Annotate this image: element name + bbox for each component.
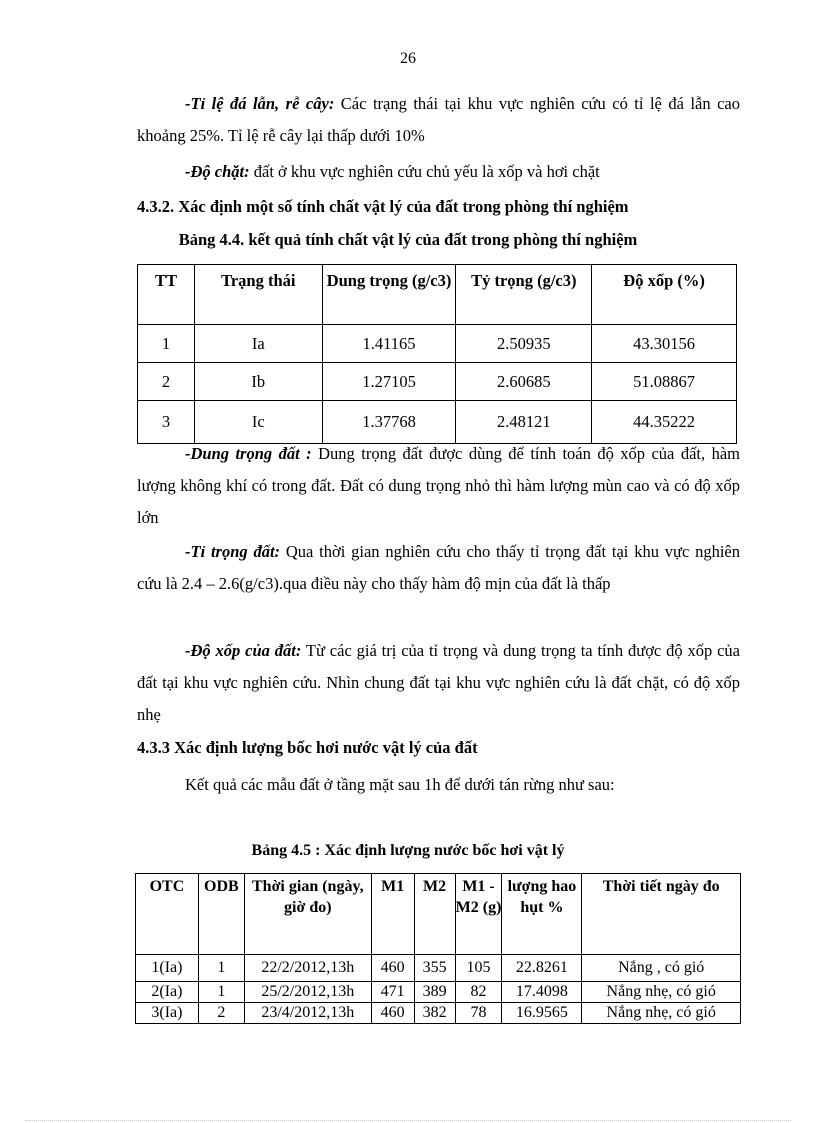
section-heading-4-3-3: 4.3.3 Xác định lượng bốc hơi nước vật lý của đất [137,738,478,757]
cell-state: Ia [194,325,322,363]
header-specific-gravity: Tỷ trọng (g/c3) [456,265,592,325]
cell-porosity: 51.08867 [592,363,737,401]
header-time: Thời gian (ngày, giờ đo) [244,874,371,955]
paragraph-porosity [137,635,740,731]
table-row [138,325,737,363]
header-otc: OTC [136,874,199,955]
cell-time: 25/2/2012,13h [244,982,371,1003]
table-4-4 [137,264,737,444]
cell-otc: 1(Ia) [136,955,199,982]
cell-specific-gravity: 2.48121 [456,401,592,444]
term-porosity: -Độ xốp của đất: [185,641,302,660]
cell-weather: Nắng nhẹ, có gió [582,1003,741,1024]
cell-otc: 2(Ia) [136,982,199,1003]
cell-time: 23/4/2012,13h [244,1003,371,1024]
cell-time: 22/2/2012,13h [244,955,371,982]
paragraph-results-intro: Kết quả các mẫu đất ở tầng mặt sau 1h để dưới tán rừng như sau: [185,775,615,794]
term-stone-root-ratio: -Tỉ lệ đá lẫn, rễ cây: [185,94,335,113]
text-stone-root-ratio: Các trạng thái tại khu vực nghiên cứu có tỉ lệ đá lẫn cao khoảng 25%. Tỉ lệ rễ cây lại thấp dưới 10% [137,94,740,145]
paragraph-stone-root-ratio [137,88,740,152]
cell-m1: 471 [371,982,414,1003]
cell-bulk-density: 1.41165 [322,325,456,363]
cell-porosity: 44.35222 [592,401,737,444]
text-porosity: Từ các giá trị của tỉ trọng và dung trọng ta tính được độ xốp của đất tại khu vực nghiên cứu. Nhìn chung đất tại khu vực nghiên cứu là đất chặt, có độ xốp nhẹ [137,641,740,724]
cell-diff: 82 [455,982,502,1003]
cell-bulk-density: 1.27105 [322,363,456,401]
term-compactness: -Độ chặt: [185,162,250,181]
section-heading-4-3-2: 4.3.2. Xác định một số tính chất vật lý của đất trong phòng thí nghiệm [137,197,629,216]
cell-weather: Nắng nhẹ, có gió [582,982,741,1003]
header-odb: ODB [198,874,244,955]
cell-porosity: 43.30156 [592,325,737,363]
cell-specific-gravity: 2.60685 [456,363,592,401]
text-bulk-density: Dung trọng đất được dùng để tính toán độ xốp của đất, hàm lượng không khí có trong đất. Đất có dung trọng nhỏ thì hàm lượng mùn cao và có độ xốp lớn [137,444,740,527]
table-row [136,982,741,1003]
cell-m2: 389 [414,982,455,1003]
term-specific-gravity: -Tỉ trọng đất: [185,542,281,561]
paragraph-bulk-density [137,438,740,534]
cell-bulk-density: 1.37768 [322,401,456,444]
cell-otc: 3(Ia) [136,1003,199,1024]
header-m1: M1 [371,874,414,955]
cell-loss: 22.8261 [502,955,582,982]
cell-state: Ic [194,401,322,444]
cell-m1: 460 [371,1003,414,1024]
header-m2: M2 [414,874,455,955]
cell-weather: Nắng , có gió [582,955,741,982]
cell-tt: 2 [138,363,195,401]
cell-specific-gravity: 2.50935 [456,325,592,363]
cell-m1: 460 [371,955,414,982]
cell-m2: 355 [414,955,455,982]
cell-m2: 382 [414,1003,455,1024]
cell-loss: 17.4098 [502,982,582,1003]
header-porosity: Độ xốp (%) [592,265,737,325]
cell-odb: 2 [198,1003,244,1024]
cell-tt: 1 [138,325,195,363]
paragraph-compactness [137,156,740,188]
header-weather: Thời tiết ngày đo [582,874,741,955]
table-4-4-caption: Bảng 4.4. kết quả tính chất vật lý của đất trong phòng thí nghiệm [178,230,638,249]
page-number: 26 [400,50,416,67]
header-tt: TT [138,265,195,325]
paragraph-specific-gravity [137,536,740,600]
header-diff: M1 -M2 (g) [455,874,502,955]
table-4-5 [135,873,741,1024]
table-row [138,363,737,401]
header-bulk-density: Dung trọng (g/c3) [322,265,456,325]
table-row [136,1003,741,1024]
cell-diff: 78 [455,1003,502,1024]
table-4-5-caption: Bảng 4.5 : Xác định lượng nước bốc hơi vật lý [251,842,565,859]
page-bottom-rule [25,1120,791,1121]
text-specific-gravity: Qua thời gian nghiên cứu cho thấy tỉ trọng đất tại khu vực nghiên cứu là 2.4 – 2.6(g/c3).qua điều này cho thấy hàm độ mịn của đất là thấp [137,542,740,593]
table-header-row [136,874,741,955]
header-loss: lượng hao hụt % [502,874,582,955]
cell-state: Ib [194,363,322,401]
cell-odb: 1 [198,982,244,1003]
table-row [136,955,741,982]
text-compactness: đất ở khu vực nghiên cứu chủ yếu là xốp và hơi chặt [249,162,600,181]
cell-odb: 1 [198,955,244,982]
header-state: Trạng thái [194,265,322,325]
cell-diff: 105 [455,955,502,982]
cell-loss: 16.9565 [502,1003,582,1024]
table-header-row [138,265,737,325]
cell-tt: 3 [138,401,195,444]
term-bulk-density: -Dung trọng đất : [185,444,312,463]
